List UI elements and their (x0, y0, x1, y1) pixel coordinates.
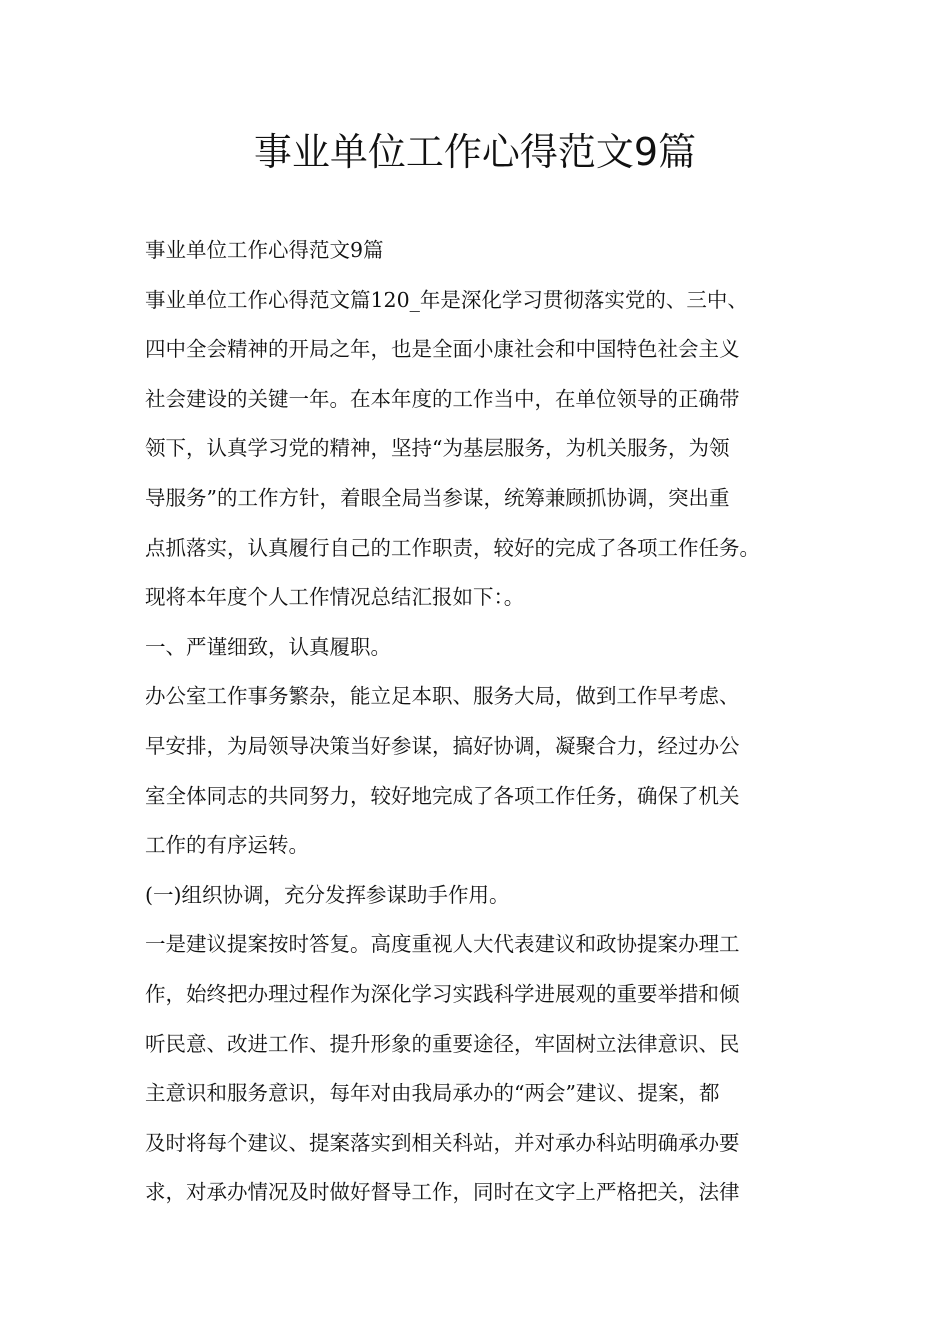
body-line: 事业单位工作心得范文9篇 (145, 238, 384, 262)
body-line: 办公室工作事务繁杂，能立足本职、服务大局，做到工作早考虑、 (145, 684, 740, 709)
body-line: 及时将每个建议、提案落实到相关科站，并对承办科站明确承办要 (145, 1130, 740, 1155)
body-line: 事业单位工作心得范文篇120_年是深化学习贯彻落实党的、三中、 (145, 287, 748, 312)
body-line: 工作的有序运转。 (145, 833, 309, 858)
body-line: 一、严谨细致，认真履职。 (145, 634, 391, 659)
body-line: 早安排，为局领导决策当好参谋，搞好协调，凝聚合力，经过办公 (145, 733, 740, 758)
body-line: 主意识和服务意识，每年对由我局承办的“两会”建议、提案，都 (145, 1081, 720, 1106)
body-line: 一是建议提案按时答复。高度重视人大代表建议和政协提案办理工 (145, 932, 740, 957)
document-title: 事业单位工作心得范文9篇 (253, 130, 697, 174)
body-line: 求，对承办情况及时做好督导工作，同时在文字上严格把关，法律 (145, 1180, 740, 1205)
body-line: 听民意、改进工作、提升形象的重要途径，牢固树立法律意识、民 (145, 1031, 740, 1056)
body-line: (一)组织协调，充分发挥参谋助手作用。 (145, 882, 510, 907)
body-line: 现将本年度个人工作情况总结汇报如下：。 (145, 585, 525, 610)
body-line: 社会建设的关键一年。在本年度的工作当中，在单位领导的正确带 (145, 386, 740, 411)
document-body (145, 226, 810, 1218)
body-line: 作，始终把办理过程作为深化学习实践科学进展观的重要举措和倾 (145, 981, 740, 1006)
body-line: 领下，认真学习党的精神，坚持“为基层服务，为机关服务，为领 (145, 436, 730, 461)
body-line: 室全体同志的共同努力，较好地完成了各项工作任务，确保了机关 (145, 783, 740, 808)
body-line: 点抓落实，认真履行自己的工作职责，较好的完成了各项工作任务。 (145, 535, 760, 560)
body-line: 导服务”的工作方针，着眼全局当参谋，统筹兼顾抓协调，突出重 (145, 485, 730, 510)
body-line: 四中全会精神的开局之年，也是全面小康社会和中国特色社会主义 (145, 337, 740, 362)
